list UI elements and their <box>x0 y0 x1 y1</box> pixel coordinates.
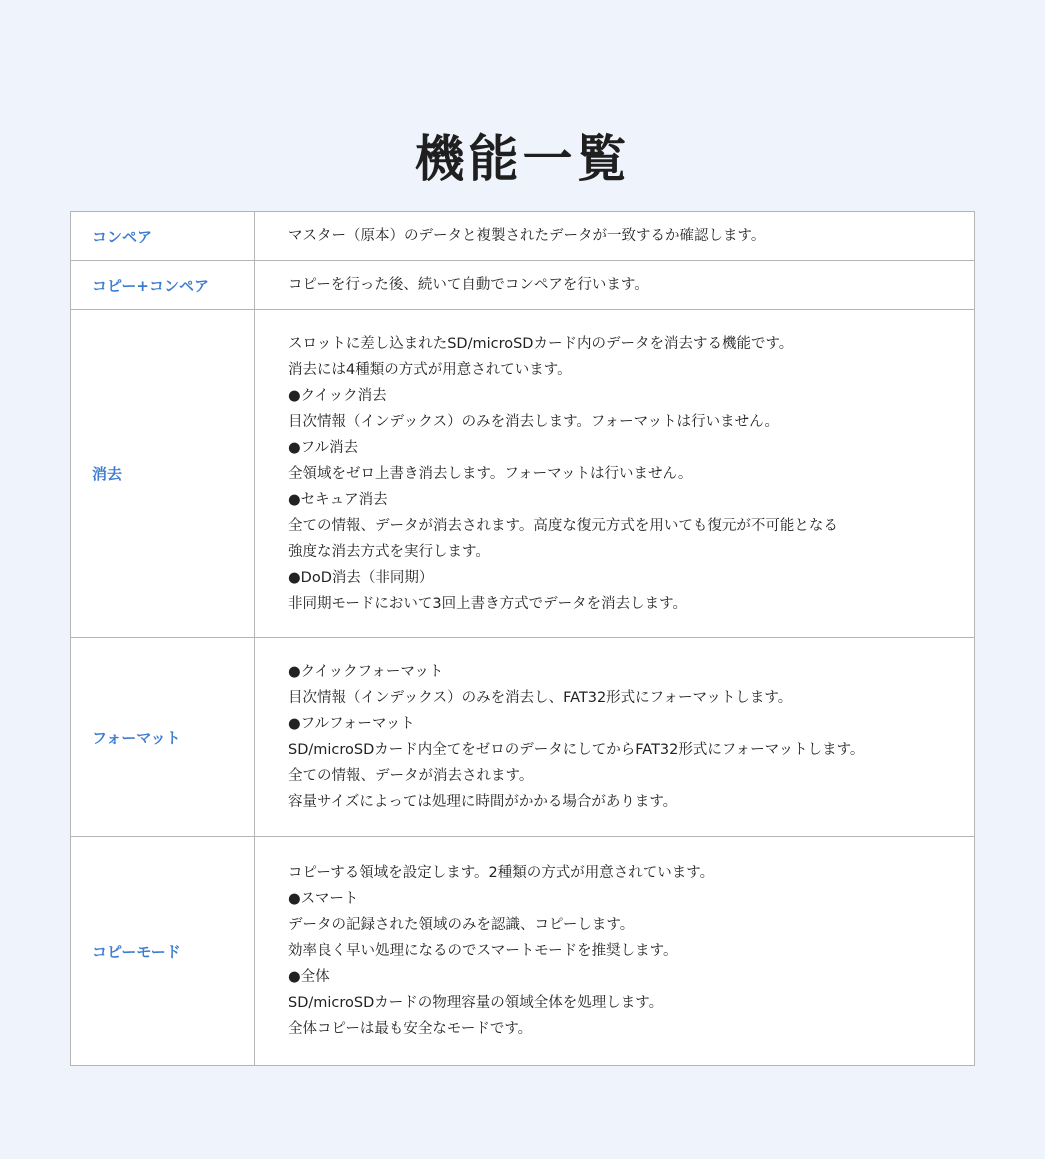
feature-name: 消去 <box>71 310 255 638</box>
feature-description <box>255 261 975 310</box>
description-line: 全ての情報、データが消去されます。高度な復元方式を用いても復元が不可能となる <box>288 517 838 534</box>
description-line: 効率良く早い処理になるのでスマートモードを推奨します。 <box>288 943 678 959</box>
description-line: ●スマート <box>288 891 359 907</box>
table-row <box>71 837 975 1066</box>
description-line: ●フル消去 <box>288 439 359 456</box>
description-line: 消去には4種類の方式が用意されています。 <box>288 361 572 378</box>
description-line: コピーを行った後、続いて自動でコンペアを行います。 <box>288 277 649 293</box>
description-line: 容量サイズによっては処理に時間がかかる場合があります。 <box>288 794 678 810</box>
feature-description <box>255 837 975 1066</box>
feature-name: コピーモード <box>71 837 255 1066</box>
table-row <box>71 310 975 638</box>
description-line: データの記録された領域のみを認識、コピーします。 <box>288 917 635 933</box>
page-title: 機能一覧 <box>414 130 631 188</box>
feature-description <box>255 212 975 261</box>
description-line: ●DoD消去（非同期） <box>288 569 434 586</box>
feature-description <box>255 310 975 638</box>
feature-name: コピー+コンペア <box>71 261 255 310</box>
description-line: スロットに差し込まれたSD/microSDカード内のデータを消去する機能です。 <box>288 335 794 352</box>
description-line: SD/microSDカード内全てをゼロのデータにしてからFAT32形式にフォーマットします。 <box>288 742 865 758</box>
table-row <box>71 261 975 310</box>
description-line: 全領域をゼロ上書き消去します。フォーマットは行いません。 <box>288 465 693 482</box>
description-line: コピーする領域を設定します。2種類の方式が用意されています。 <box>288 865 715 881</box>
description-line: 全ての情報、データが消去されます。 <box>288 768 534 784</box>
feature-name: コンペア <box>71 212 255 261</box>
table-row <box>71 638 975 837</box>
description-line: 目次情報（インデックス）のみを消去します。フォーマットは行いません。 <box>288 413 779 430</box>
description-line: 強度な消去方式を実行します。 <box>288 543 490 560</box>
description-line: ●クイック消去 <box>288 387 387 404</box>
description-line: SD/microSDカードの物理容量の領域全体を処理します。 <box>288 995 664 1011</box>
description-line: ●全体 <box>288 969 330 985</box>
description-line: ●セキュア消去 <box>288 491 388 508</box>
feature-description <box>255 638 975 837</box>
description-line: 目次情報（インデックス）のみを消去し、FAT32形式にフォーマットします。 <box>288 690 793 706</box>
feature-name: フォーマット <box>71 638 255 837</box>
description-line: ●クイックフォーマット <box>288 664 444 680</box>
description-line: 非同期モードにおいて3回上書き方式でデータを消去します。 <box>288 595 687 612</box>
feature-table <box>70 211 975 1066</box>
table-row <box>71 212 975 261</box>
description-line: マスター（原本）のデータと複製されたデータが一致するか確認します。 <box>288 228 766 244</box>
description-line: 全体コピーは最も安全なモードです。 <box>288 1021 533 1037</box>
description-line: ●フルフォーマット <box>288 716 415 732</box>
